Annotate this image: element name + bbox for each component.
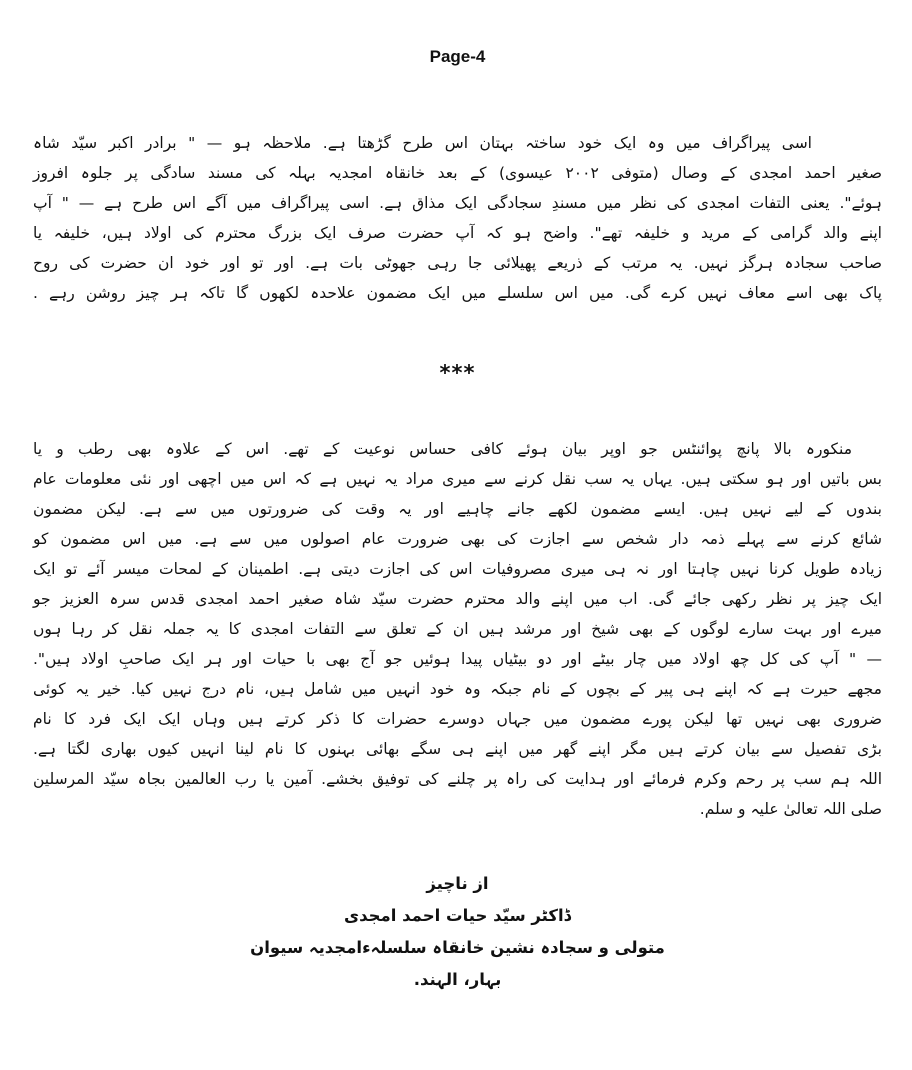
section-separator: *** <box>439 361 476 385</box>
text-line: متولی و سجادہ نشین خانقاہ سلسلہءامجدیہ سیوان <box>250 938 665 957</box>
document-page <box>0 46 912 1070</box>
text-line: مجھے حیرت ہے کہ اپنے ہی پیر کے بچوں کے نام جبکہ وہ خود انہیں میں شامل ہیں، نام درج نہیں کیا. خیر یہ کوئی <box>33 680 882 698</box>
text-line: منکورہ بالا پانچ پوائنٹس جو اوپر بیان ہوئے کافی حساس نوعیت کے تھے. اس کے علاوہ بھی رطب و یا <box>33 440 852 458</box>
text-line: بندوں کے لیے نہیں ہیں. ایسے مضمون لکھے جانے چاہیے اور یہ وقت کی ضرورتوں میں سے ہے. لیکن مضمون <box>33 500 882 518</box>
text-line: ڈاکٹر سیّد حیات احمد امجدی <box>343 906 572 925</box>
page-title: Page-4 <box>429 47 486 66</box>
paragraph-2 <box>33 434 882 824</box>
text-line: ہوئے". یعنی التفات امجدی کی نظر میں مسندِ سجادگی ایک مذاق ہے. اسی پیراگراف میں آگے اس طرح ہے — " آپ <box>33 194 882 212</box>
text-line: صلی اللہ تعالیٰ علیہ و سلم. <box>699 800 882 818</box>
text-line: پاک بھی اسے معاف نہیں کرے گی. میں اس سلسلے میں ایک مضمون علاحدہ لکھوں گا تاکہ ہر چیز روشن رہے . <box>33 284 882 302</box>
text-line: صغیر احمد امجدی کے وصال (متوفی ۲۰۰۲ عیسوی) کے بعد خانقاہ امجدیہ بہلہ کی مسند سادگی پر جلوہ افروز <box>33 164 882 182</box>
text-line: اللہ ہم سب پر رحم وکرم فرمائے اور ہدایت کی راہ پر چلنے کی توفیق بخشے. آمین یا رب العالمین بجاہ سیّد المرسلین <box>33 770 882 788</box>
signature-block <box>33 868 882 996</box>
paragraph-1 <box>33 128 882 308</box>
text-line: بڑی تفصیل سے بیان کرتے ہیں مگر اپنے گھر میں اپنے ہی سگے بھائی بہنوں کا نام لینا انہیں کیوں بھاری لگتا ہے. <box>33 740 882 758</box>
text-line: بس باتیں اور ہو سکتی ہیں. یہاں یہ سب نقل کرنے سے میری مراد یہ نہیں ہے کہ اس میں اچھی اور نئی معلومات عام <box>33 470 882 488</box>
text-line: شائع کرنے سے پہلے ذمہ دار شخص سے اجازت کی بھی ضرورت عام اصولوں میں سے ہے. میں اس مضمون کو <box>33 530 882 548</box>
text-line: زیادہ طویل کرنا نہیں چاہتا اور نہ ہی میری مصروفیات اس کی اجازت دیتی ہے. اطمینان کے لمحات میسر آئے تو ایک <box>33 560 882 578</box>
text-line: ضروری بھی نہیں تھا لیکن پورے مضمون میں جہاں دوسرے حضرات کا ذکر کرتے ہیں وہاں ایک ایک فرد کا نام <box>33 710 882 728</box>
text-line: میرے اور بہت سارے لوگوں کے بھی شیخ اور مرشد ہیں ان کے تعلق سے التفات امجدی کا یہ جملہ نقل کر رہا ہوں <box>33 620 882 638</box>
text-line: اسی پیراگراف میں وہ ایک خود ساختہ بہتان اس طرح گڑھتا ہے. ملاحظہ ہو — " برادر اکبر سیّد شاہ <box>33 134 812 152</box>
text-line: صاحب سجادہ ہرگز نہیں. یہ مرتب کے ذریعے پھیلائی جا رہی جھوٹی بات ہے. اور تو اور خود ان حضرت کی روح <box>33 254 882 272</box>
text-line: — " آپ کی کل چھ اولاد میں چار بیٹے اور دو بیٹیاں پیدا ہوئیں جو آج بھی با حیات اور ہر ایک صاحبِ اولاد ہیں". <box>33 650 882 668</box>
text-line: بہار، الہند. <box>413 970 502 989</box>
text-line: از ناچیز <box>426 874 489 893</box>
text-line: اپنے والد گرامی کے مرید و خلیفہ تھے". واضح ہو کہ آپ حضرت صرف ایک بزرگ محترم کی اولاد ہیں، خلیفہ یا <box>33 224 882 242</box>
text-line: ایک چیز پر نظر رکھی جائے گی. اب میں اپنے والد محترم حضرت سیّد شاہ صغیر احمد امجدی قدس سرہ العزیز جو <box>33 590 882 608</box>
